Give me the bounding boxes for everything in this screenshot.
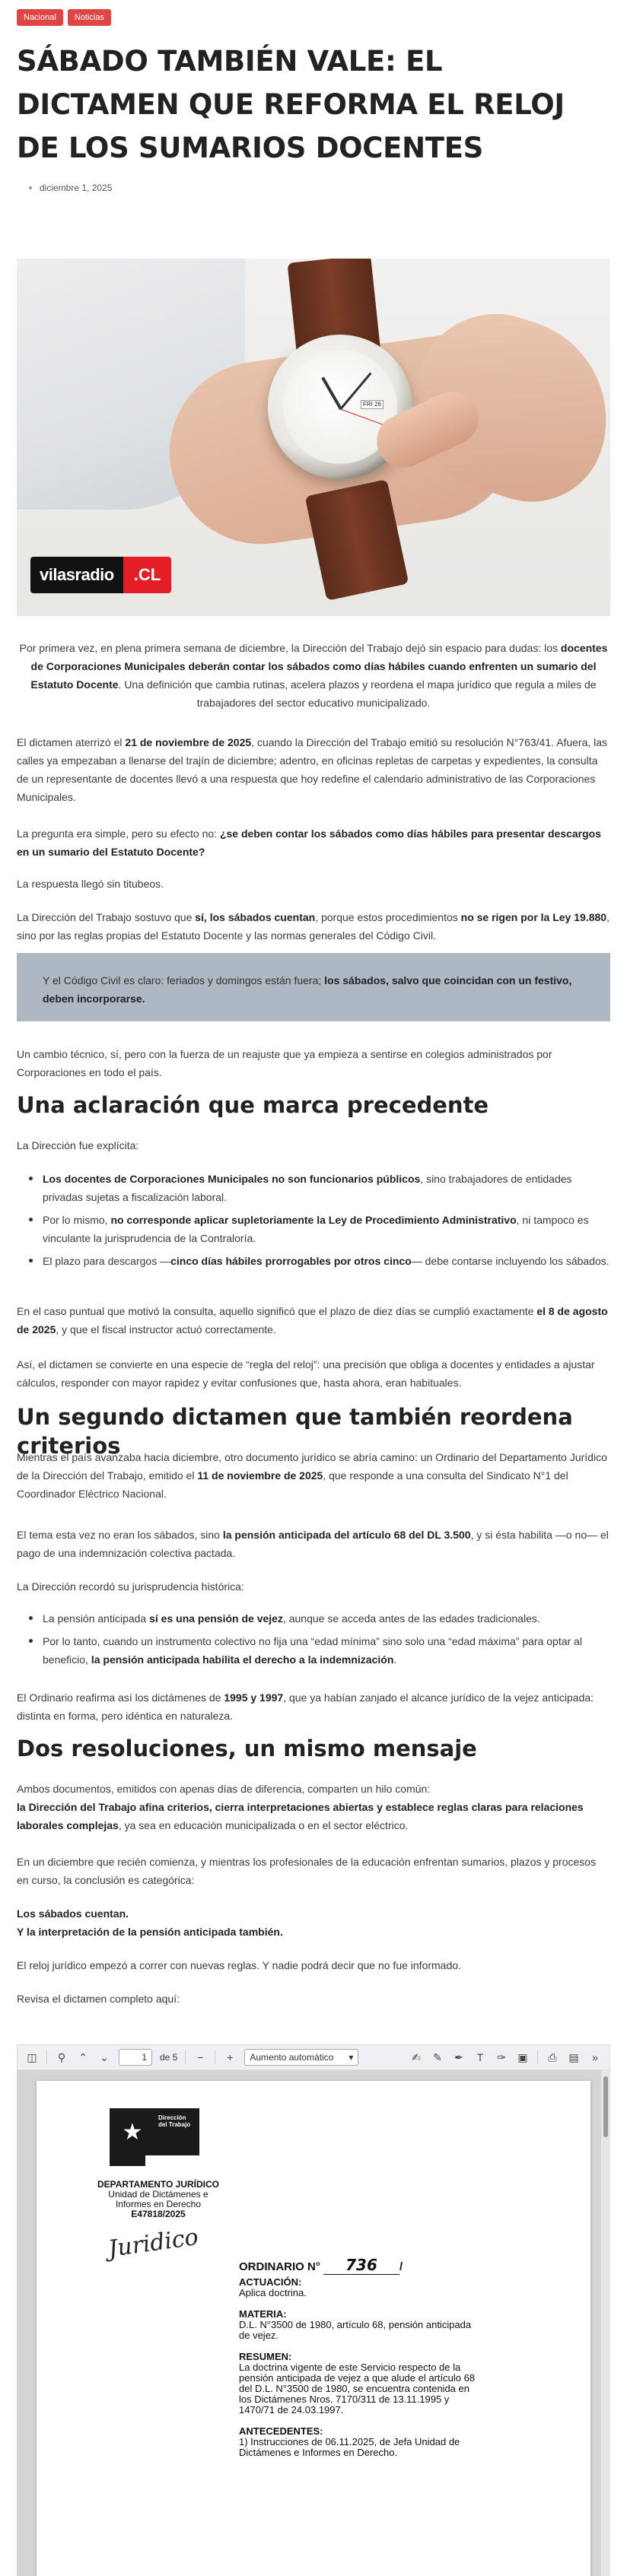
pdf-scrollbar[interactable] bbox=[601, 2070, 610, 2576]
text: Por primera vez, en plena primera semana de diciembre, la Dirección del Trabajo dejó sin espacio para dudas: los bbox=[19, 642, 561, 654]
bold-text: 21 de noviembre de 2025 bbox=[125, 736, 252, 748]
field-label: ACTUACIÓN: bbox=[239, 2276, 302, 2288]
field-value: del D.L. N°3500 de 1980, se encuentra contenida en bbox=[239, 2383, 469, 2394]
text: El dictamen aterrizó el bbox=[17, 736, 126, 748]
unit-line: Informes en Derecho bbox=[115, 2199, 202, 2209]
text: La pregunta era simple, pero su efecto no: bbox=[17, 827, 220, 840]
file-code: E47818/2025 bbox=[131, 2209, 186, 2219]
divider bbox=[46, 2050, 47, 2064]
text: El tema esta vez no eran los sábados, sino bbox=[17, 1529, 223, 1541]
list-item: Por lo tanto, cuando un instrumento colectivo no fija una “edad mínima” sino solo una “edad máxima” para optar al beneficio, la pensión anticipada habilita el derecho a la indemnización. bbox=[17, 1632, 610, 1669]
paragraph: Revisa el dictamen completo aquí: bbox=[17, 1993, 180, 2005]
tag-nacional[interactable]: Nacional bbox=[17, 9, 63, 26]
paragraph: La Dirección fue explícita: bbox=[17, 1139, 139, 1151]
bold-text: Y la interpretación de la pensión anticipada también. bbox=[17, 1926, 283, 1938]
field-value: de vejez. bbox=[239, 2330, 279, 2341]
zoom-out-icon[interactable]: − bbox=[197, 2051, 204, 2063]
paragraph: La respuesta llegó sin titubeos. bbox=[17, 878, 164, 890]
highlight-icon[interactable]: ✎ bbox=[433, 2050, 442, 2063]
spacer bbox=[239, 2416, 543, 2426]
document-body bbox=[239, 2277, 543, 2458]
print-icon[interactable]: ⎙ bbox=[548, 2050, 557, 2063]
paragraph bbox=[17, 1526, 610, 1562]
text: La Dirección del Trabajo sostuvo que bbox=[17, 911, 196, 923]
spacer bbox=[239, 2298, 543, 2309]
bold-text: ¿se deben contar los sábados como días hábiles para presentar descargos en un sumario del Estatuto Docente? bbox=[17, 827, 602, 858]
institution-emblem bbox=[110, 2108, 199, 2166]
text: , sino por las reglas propias del Estatuto Docente y las normas generales del Código Civil. bbox=[17, 911, 609, 942]
department-name: DEPARTAMENTO JURÍDICO bbox=[97, 2179, 219, 2190]
field-value: D.L. N°3500 de 1980, artículo 68, pensión anticipada bbox=[239, 2319, 472, 2330]
bold-text: la pensión anticipada del artículo 68 del DL 3.500 bbox=[222, 1529, 471, 1541]
text: Mientras el país avanzaba hacia diciembre, otro documento jurídico se abría camino: un Ordinario del Departamento Jurídico de la Dirección del Trabajo, emitido el bbox=[17, 1451, 607, 1482]
list-item: Por lo mismo, no corresponde aplicar supletoriamente la Ley de Procedimiento Administrativo, ni tampoco es vinculante la jurisprudencia de la Contraloría. bbox=[17, 1211, 610, 1247]
text: , que responde a una consulta del Sindicato N°1 del Coordinador Eléctrico Nacional. bbox=[17, 1469, 568, 1500]
field-value: los Dictámenes Nros. 7170/311 de 13.11.1995 y bbox=[239, 2393, 450, 2405]
bullet-icon bbox=[29, 186, 32, 189]
handwritten-signature: Juridico bbox=[107, 2223, 200, 2263]
section-heading: Un segundo dictamen que también reordena criterios bbox=[17, 1404, 573, 1459]
unit-line: Unidad de Dictámenes e bbox=[108, 2189, 208, 2200]
comment-icon[interactable]: ✍ bbox=[412, 2050, 421, 2063]
list-item: El plazo para descargos —cinco días hábiles prorrogables por otros cinco— debe contarse incluyendo los sábados. bbox=[17, 1252, 610, 1270]
field-value: Aplica doctrina. bbox=[239, 2287, 307, 2298]
ordinario-number: 736 bbox=[323, 2256, 399, 2275]
text: El Ordinario reafirma así los dictámenes de bbox=[17, 1691, 224, 1704]
text: , porque estos procedimientos bbox=[315, 911, 461, 923]
paragraph bbox=[17, 1302, 610, 1339]
post-meta bbox=[29, 183, 112, 193]
vilasradio-logo bbox=[30, 557, 171, 593]
text: Ambos documentos, emitidos con apenas días de diferencia, comparten un hilo común: bbox=[17, 1783, 431, 1795]
text: . Una definición que cambia rutinas, acelera plazos y reordena el mapa jurídico que regula a miles de trabajadores del sector educativo municipalizado. bbox=[118, 678, 597, 709]
ordinario-label: ORDINARIO N° bbox=[239, 2260, 320, 2273]
chevron-down-icon: ▾ bbox=[349, 2052, 354, 2063]
logo-text: vilasradio bbox=[30, 557, 123, 593]
paragraph bbox=[17, 733, 610, 806]
bullet-list bbox=[17, 1170, 610, 1275]
hero-image bbox=[17, 259, 610, 616]
bold-text: los sábados, salvo que coincidan con un festivo, deben incorporarse. bbox=[43, 974, 572, 1005]
draw-icon[interactable]: ✒ bbox=[454, 2050, 463, 2063]
paragraph bbox=[17, 1780, 610, 1834]
paragraph: La Dirección recordó su jurisprudencia histórica: bbox=[17, 1580, 244, 1593]
field-value: 1470/71 de 24.03.1997. bbox=[239, 2404, 344, 2416]
save-icon[interactable]: ▤ bbox=[568, 2050, 579, 2063]
ordinario-line: ORDINARIO N° 736 / bbox=[239, 2256, 403, 2274]
signature-icon[interactable]: ✑ bbox=[497, 2050, 506, 2063]
paragraph: Así, el dictamen se convierte en una especie de “regla del reloj”: una precisión que obliga a docentes y entidades a ajustar cálculos, responder con mayor rapidez y evitar confusiones que, hasta ahora, eran habituales. bbox=[17, 1358, 595, 1389]
category-tags bbox=[17, 9, 111, 26]
zoom-select[interactable] bbox=[244, 2049, 358, 2066]
bold-text: la Dirección del Trabajo afina criterios, cierra interpretaciones abiertas y establece reglas claras para relaciones laborales complejas bbox=[17, 1801, 584, 1831]
zoom-in-icon[interactable]: + bbox=[227, 2051, 234, 2063]
field-value: Dictámenes e Informes en Derecho. bbox=[239, 2447, 398, 2458]
spacer bbox=[239, 2341, 543, 2352]
chevron-down-icon[interactable]: ⌄ bbox=[100, 2050, 109, 2063]
bullet-list bbox=[17, 1609, 610, 1673]
tag-noticias[interactable]: Noticias bbox=[68, 9, 111, 26]
paragraph: En un diciembre que recién comienza, y mientras los profesionales de la educación enfrentan sumarios, plazos y procesos en curso, la conclusión es categórica: bbox=[17, 1856, 597, 1886]
bold-text: no se rigen por la Ley 19.880 bbox=[460, 911, 607, 923]
text: , cuando la Dirección del Trabajo emitió su resolución N°763/41. Afuera, las calles ya empezaban a llenarse del trajín de diciembre; adentro, en oficinas repletas de carpetas y expedientes, la consulta de un representante de docentes llevó a una respuesta que hoy redefine el calendario administrativo de las Corporaciones Municipales. bbox=[17, 736, 608, 803]
pdf-page bbox=[37, 2081, 590, 2576]
emblem-text: Dirección del Trabajo bbox=[158, 2114, 191, 2128]
field-value: La doctrina vigente de este Servicio respecto de la bbox=[239, 2362, 461, 2373]
paragraph bbox=[17, 1448, 610, 1503]
divider bbox=[185, 2050, 186, 2064]
post-date: diciembre 1, 2025 bbox=[40, 183, 113, 193]
paragraph bbox=[17, 908, 610, 945]
paragraph: El reloj jurídico empezó a correr con nuevas reglas. Y nadie podrá decir que no fue informado. bbox=[17, 1959, 461, 1971]
emblem-stripe bbox=[110, 2155, 199, 2166]
paragraph bbox=[17, 1688, 610, 1725]
page-count: de 5 bbox=[160, 2052, 178, 2063]
list-item: La pensión anticipada sí es una pensión de vejez, aunque se acceda antes de las edades tradicionales. bbox=[17, 1609, 610, 1628]
text: Y el Código Civil es claro: feriados y domingos están fuera; bbox=[43, 974, 325, 986]
paragraph bbox=[17, 824, 610, 861]
field-label: MATERIA: bbox=[239, 2308, 287, 2320]
page-number-input[interactable]: 1 bbox=[119, 2049, 152, 2066]
zoom-value: Aumento automático bbox=[250, 2052, 334, 2063]
scrollbar-thumb[interactable] bbox=[603, 2076, 608, 2137]
field-label: RESUMEN: bbox=[239, 2351, 292, 2362]
search-icon[interactable]: ⚲ bbox=[57, 2050, 66, 2063]
text: , que ya habían zanjado el alcance jurídico de la vejez anticipada: distinta en forma, pero idéntica en naturaleza. bbox=[17, 1691, 594, 1722]
intro-paragraph bbox=[17, 639, 610, 712]
article-title: SÁBADO TAMBIÉN VALE: EL DICTAMEN QUE REFORMA EL RELOJ DE LOS SUMARIOS DOCENTES bbox=[17, 45, 565, 164]
watch-date: FRI 26 bbox=[361, 400, 384, 409]
text: En el caso puntual que motivó la consulta, aquello significó que el plazo de diez días se cumplió exactamente bbox=[17, 1305, 537, 1317]
image-icon[interactable]: ▣ bbox=[517, 2050, 528, 2063]
chevron-up-icon[interactable]: ⌃ bbox=[78, 2050, 88, 2063]
blockquote bbox=[17, 953, 610, 1021]
field-value: pensión anticipada de vejez a que alude el artículo 68 bbox=[239, 2372, 476, 2384]
sidebar-toggle-icon[interactable]: ◫ bbox=[27, 2050, 37, 2063]
bold-text: sí, los sábados cuentan bbox=[195, 911, 316, 923]
text: , ya sea en educación municipalizada o en el sector eléctrico. bbox=[118, 1819, 409, 1831]
bold-text: Los sábados cuentan. bbox=[17, 1907, 129, 1920]
logo-domain: .CL bbox=[123, 557, 171, 593]
bold-text: el 8 de agosto de 2025 bbox=[17, 1305, 608, 1336]
department-block bbox=[82, 2180, 234, 2219]
paragraph: Un cambio técnico, sí, pero con la fuerza de un reajuste que ya empieza a sentirse en colegios administrados por Corporaciones en todo el país. bbox=[17, 1048, 552, 1078]
text: , y si ésta habilita —o no— el pago de una indemnización colectiva pactada. bbox=[17, 1529, 609, 1559]
section-heading: Dos resoluciones, un mismo mensaje bbox=[17, 1736, 477, 1761]
pdf-viewer[interactable] bbox=[17, 2070, 610, 2576]
star-icon: ★ bbox=[122, 2120, 143, 2145]
text-icon[interactable]: T bbox=[476, 2051, 484, 2063]
field-label: ANTECEDENTES: bbox=[239, 2425, 323, 2437]
divider bbox=[537, 2050, 538, 2064]
bold-text: 1995 y 1997 bbox=[224, 1691, 284, 1704]
bold-text: 11 de noviembre de 2025 bbox=[197, 1469, 323, 1482]
bold-text: docentes de Corporaciones Municipales deberán contar los sábados como días hábiles cuando enfrenten un sumario del Estatuto Docente bbox=[30, 642, 608, 691]
paragraph bbox=[17, 1904, 610, 1941]
list-item: Los docentes de Corporaciones Municipales no son funcionarios públicos, sino trabajadores de entidades privadas sujetas a fiscalización laboral. bbox=[17, 1170, 610, 1206]
field-value: 1) Instrucciones de 06.11.2025, de Jefa Unidad de bbox=[239, 2436, 460, 2447]
text: , y que el fiscal instructor actuó correctamente. bbox=[56, 1323, 276, 1336]
pdf-toolbar bbox=[17, 2044, 610, 2070]
section-heading: Una aclaración que marca precedente bbox=[17, 1092, 489, 1118]
more-tools-icon[interactable]: » bbox=[592, 2051, 598, 2063]
